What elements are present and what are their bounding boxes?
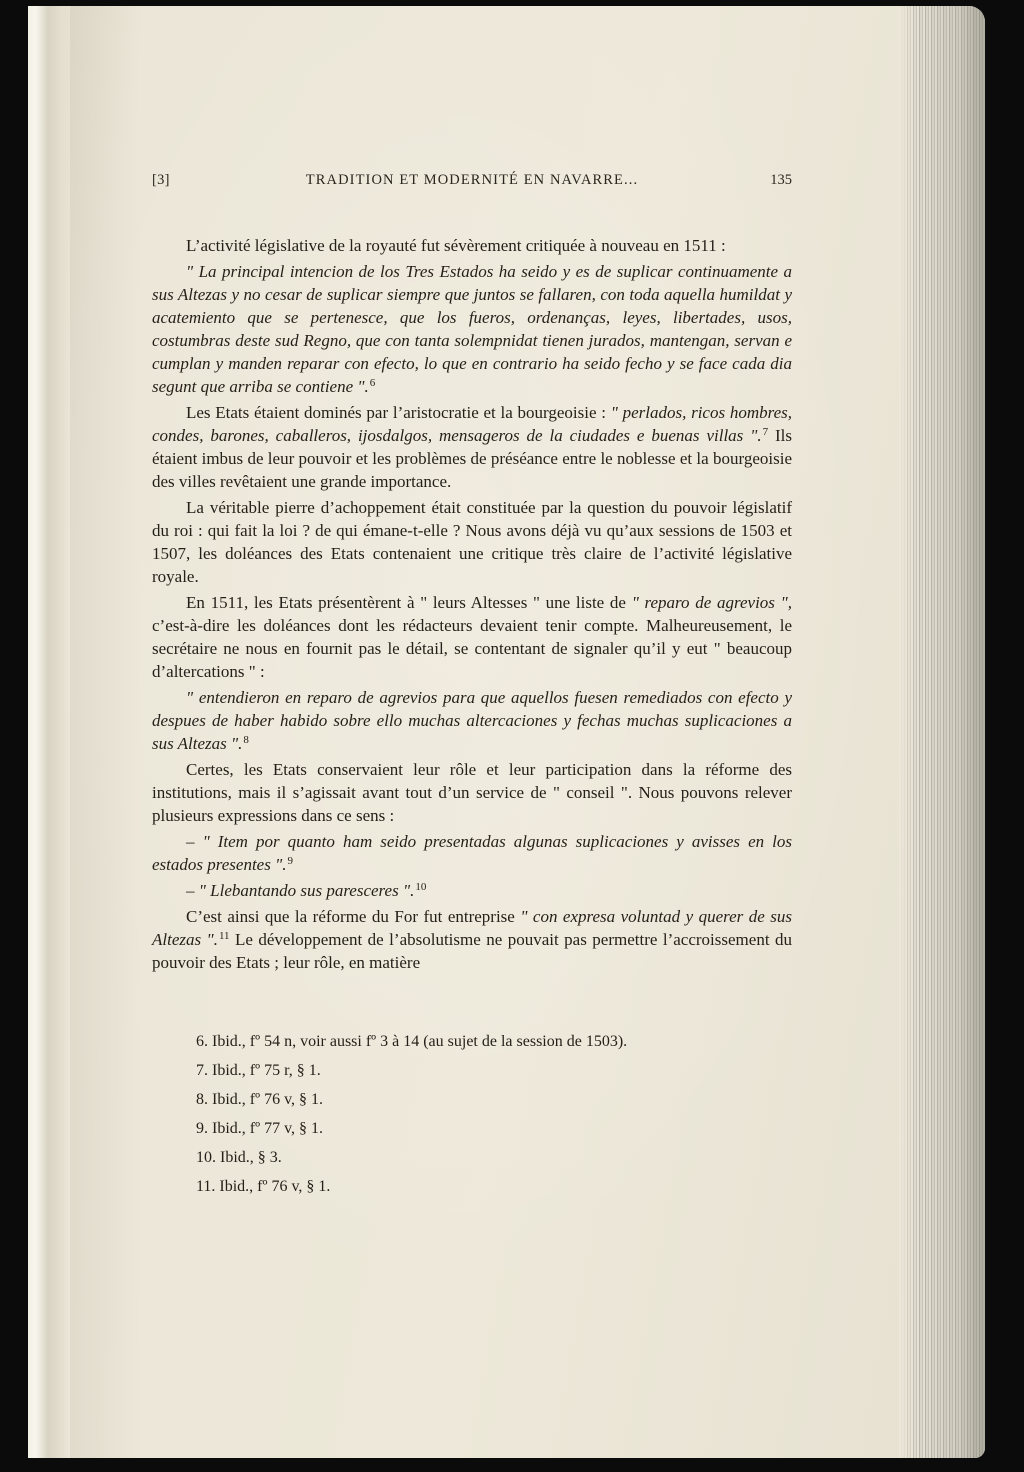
block-quote-1-text: " La principal intencion de los Tres Estados ha seido y es de suplicar continuamente a sus Altezas y no cesar de suplicar siempre que juntos se fallaren, con toda aquella humildat y acatemiento que se pertenesce, que los fueros, ordenanças, leyes, libertades, usos, costumbras deste sud Regno, que con tanta solempnidat tienen jurados, mantengan, servan e cumplan y manden reparar con efecto, lo que en contrario ha seido fecho y se face cada dia segunt que arriba se contiene ".: [152, 262, 792, 396]
paragraph-4-quote: " reparo de agrevios ",: [631, 593, 792, 612]
footnote-11: 11. Ibid., fº 76 v, § 1.: [196, 1178, 331, 1195]
paragraph-2-rest: Ils étaient imbus de leur pouvoir et les problèmes de préséance entre le noblesse et la bourgeoisie des villes revêtaient une grande importance.: [152, 426, 793, 491]
footnote-9: 9. Ibid., fº 77 v, § 1.: [196, 1120, 324, 1137]
paragraph-6-quote: " con expresa voluntad y querer de sus Altezas ".: [152, 907, 792, 949]
paragraph-3: [152, 496, 792, 588]
paragraph-4-lead: En 1511, les Etats présentèrent à " leurs Altesses " une liste de: [186, 593, 632, 612]
list-item-2-dash: –: [186, 881, 199, 900]
paragraph-1: [152, 234, 792, 257]
paragraph-5-text: Certes, les Etats conservaient leur rôle et leur participation dans la réforme des institutions, mais il s’agissait avant tout d’un service de " conseil ". Nous pouvons relever plusieurs expressions dans ce sens :: [152, 760, 792, 825]
header-running-title: TRADITION ET MODERNITÉ EN NAVARRE...: [305, 172, 639, 188]
spine-edge: [28, 6, 70, 1458]
page-content: [152, 172, 792, 1206]
footnote-ref-8: 8: [243, 734, 249, 746]
footnote-ref-6: 6: [369, 377, 376, 389]
list-item-2-quote: " Llebantando sus paresceres ".: [198, 881, 415, 900]
block-quote-2-text: " entendieron en reparo de agrevios para que aquellos fuesen remediados con efecto y despues de haber habido sobre ello muchas altercaciones y fechas muchas suplicaciones a sus Altezas ".: [152, 688, 792, 753]
footnote-ref-10: 10: [415, 881, 427, 893]
block-quote-1: [152, 260, 792, 398]
header-bracket-number: [3]: [152, 172, 170, 188]
footnote-ref-11: 11: [218, 930, 230, 942]
paragraph-6-rest: Le développement de l’absolutisme ne pouvait pas permettre l’accroissement du pouvoir des Etats ; leur rôle, en matière: [152, 930, 792, 972]
book-page: [28, 6, 985, 1458]
list-item-1-quote: " Item por quanto ham seido presentadas algunas suplicaciones y avisses en los estados presentes ".: [152, 832, 793, 874]
list-item-1-dash: –: [186, 832, 203, 851]
footnote-8: 8. Ibid., fº 76 v, § 1.: [196, 1091, 324, 1108]
footnotes-block: [152, 1032, 792, 1197]
paragraph-4-rest: c’est-à-dire les doléances dont les rédacteurs devaient tenir compte. Malheureusement, le secrétaire ne nous en fournit pas le détail, se contentant de signaler qu’il y eut " beaucoup d’altercations " :: [152, 616, 792, 681]
running-header: [152, 172, 792, 188]
paragraph-3-text: La véritable pierre d’achoppement était constituée par la question du pouvoir législatif du roi : qui fait la loi ? de qui émane-t-elle ? Nous avons déjà vu qu’aux sessions de 1503 et 1507, les doléances des Etats contenaient une critique très claire de l’activité législative royale.: [152, 498, 792, 586]
paragraph-2-lead: Les Etats étaient dominés par l’aristocratie et la bourgeoisie :: [186, 403, 611, 422]
paragraph-1-text: L’activité législative de la royauté fut sévèrement critiquée à nouveau en 1511 :: [186, 236, 726, 255]
footnote-7: 7. Ibid., fº 75 r, § 1.: [196, 1062, 321, 1079]
paragraph-4: [152, 591, 792, 683]
paragraph-5: [152, 758, 792, 827]
footnote-ref-9: 9: [287, 855, 293, 867]
page-edges-stack: [899, 6, 985, 1458]
footnote-6: 6. Ibid., fº 54 n, voir aussi fº 3 à 14 (au sujet de la session de 1503).: [196, 1033, 628, 1050]
paragraph-6-lead: C’est ainsi que la réforme du For fut entreprise: [186, 907, 521, 926]
paragraph-2-quote: " perlados, ricos hombres, condes, barones, caballeros, ijosdalgos, mensageros de la ciudades e buenas villas ".: [152, 403, 792, 445]
footnote-10: 10. Ibid., § 3.: [196, 1149, 282, 1166]
gutter-shadow: [70, 6, 140, 1458]
paragraph-6: [152, 905, 792, 974]
paragraph-2: [152, 401, 792, 493]
list-item-2: [152, 879, 792, 902]
list-item-1: [152, 830, 792, 876]
block-quote-2: [152, 686, 792, 755]
footnote-ref-7: 7: [762, 426, 769, 438]
header-page-number: 135: [770, 172, 792, 188]
